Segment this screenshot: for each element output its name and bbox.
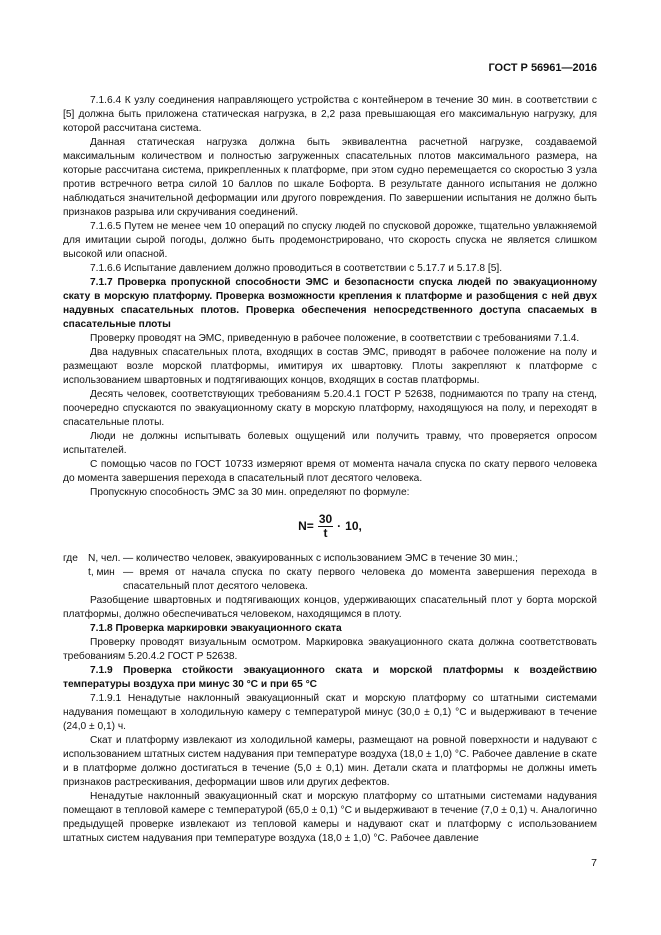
paragraph: 7.1.6.4 К узлу соединения направляющего устройства с контейнером в течение 30 мин. в соответствии с [5] должна быть приложена статическая нагрузка, в 2,2 раза превышающая его максимальную нагрузку, для которой рассчитана система. (63, 95, 597, 134)
definition-text: — время от начала спуска по скату первого человека до момента завершения перехода в спасательный плот десятого человека. (123, 567, 597, 592)
definition-row (63, 552, 597, 566)
definition-row (63, 566, 597, 594)
paragraph: 7.1.6.6 Испытание давлением должно проводиться в соответствии с 5.17.7 и 5.17.8 [5]. (90, 263, 503, 274)
paragraph: С помощью часов по ГОСТ 10733 измеряют время от момента начала спуска по скату первого человека до момента завершения перехода в спасательный плот десятого человека. (63, 459, 597, 484)
formula-equals: = (306, 519, 314, 533)
section-heading: 7.1.9 Проверка стойкости эвакуационного ската и морской платформы к воздействию температуры воздуха при минус 30 °С и при 65 °С (63, 665, 597, 690)
page-number: 7 (591, 857, 597, 869)
formula-denominator: t (323, 525, 328, 540)
definition-where (63, 566, 88, 594)
formula-factor: 10 (345, 519, 359, 533)
section-heading: 7.1.8 Проверка маркировки эвакуационного ската (90, 623, 342, 634)
paragraph: Два надувных спасательных плота, входящих в состав ЭМС, приводят в рабочее положение на полу и размещают возле морской платформы, имитируя их швартовку. Плоты закрепляют к платформе с использованием швартовных и подтягивающих концов, входящих в состав платформы. (63, 347, 597, 386)
paragraph: Проверку проводят на ЭМС, приведенную в рабочее положение, в соответствии с требованиями 7.1.4. (90, 333, 580, 344)
paragraphs-after-formula (63, 594, 597, 846)
paragraph: Ненадутые наклонный эвакуационный скат и морскую платформу со штатными системами надувания помещают в тепловой камере с температурой (65,0 ± 0,1) °С и выдерживают в течение (7,0 ± 0,1) ч. Аналогично предыдущей проверке извлекают из тепловой камеры и надувают скат и платформу с использованием штатных систем надувания при температуре воздуха (18,0 ± 1,0) °С. Рабочее давление (63, 791, 597, 844)
paragraph: Люди не должны испытывать болевых ощущений или получить травму, что проверяется опросом испытателей. (63, 431, 597, 456)
paragraph: Разобщение швартовных и подтягивающих концов, удерживающих спасательный плот у борта морской платформы, должно обеспечиваться человеком, находящимся в плоту. (63, 595, 597, 620)
paragraph: 7.1.6.5 Путем не менее чем 10 операций по спуску людей по спусковой дорожке, тщательно увлажняемой для имитации сырой погоды, должно быть продемонстрировано, что скорость спуска не является слишком высокой или опасной. (63, 221, 597, 260)
formula-numerator: 30 (318, 511, 333, 526)
paragraph: Десять человек, соответствующих требованиям 5.20.4.1 ГОСТ Р 52638, поднимаются по трапу на стенд, поочередно спускаются по эвакуационному скату в морскую платформу, находящуюся на полу, и переходят в спасательные плоты. (63, 389, 597, 428)
paragraph: Проверку проводят визуальным осмотром. Маркировка эвакуационного ската должна соответствовать требованиям 5.20.4.2 ГОСТ Р 52638. (63, 637, 597, 662)
formula-fraction (318, 513, 333, 540)
definition-symbol: N, чел. (88, 553, 121, 564)
paragraph: 7.1.9.1 Ненадутые наклонный эвакуационный скат и морскую платформу со штатными системами надувания помещают в холодильную камеру с температурой минус (30,0 ± 0,1) °С и выдерживают в течение (24,0 ± 0,1) ч. (63, 693, 597, 732)
paragraphs-before-formula (63, 94, 597, 500)
paragraph: Пропускную способность ЭМС за 30 мин. определяют по формуле: (90, 487, 410, 498)
definition-text: — количество человек, эвакуированных с использованием ЭМС в течение 30 мин.; (123, 553, 518, 564)
formula-end: , (358, 519, 362, 533)
paragraph: Скат и платформу извлекают из холодильной камеры, размещают на ровной поверхности и надувают с использованием штатных систем надувания при температуре воздуха (18,0 ± 1,0) °С. Рабочее давление в скате и в платформе должно достигаться в течение (5,0 ± 0,1) мин. Детали ската и платформы не должны иметь признаков растрескивания, деформации швов или других дефектов. (63, 735, 597, 788)
formula-operator: · (337, 519, 342, 533)
paragraph: Данная статическая нагрузка должна быть эквивалентна расчетной нагрузке, создаваемой максимальным количеством и полностью загруженных спасательных плотов максимального размера, на которые рассчитана система, прикрепленных к платформе, при этом судно перемещается со скоростью 3 узла против встречного ветра силой 10 баллов по шкале Бофорта. В результате данного испытания не должно наблюдаться значительной деформации или другого повреждения. По завершении испытания не должно быть признаков разрыва или скручивания соединений. (63, 137, 597, 218)
formula (63, 504, 597, 548)
formula-lhs: N (298, 519, 307, 533)
definition-where: где (63, 553, 78, 564)
document-header: ГОСТ Р 56961—2016 (488, 62, 597, 74)
document-body (63, 94, 597, 846)
formula-definitions (63, 552, 597, 594)
definition-symbol: t, мин (88, 567, 115, 578)
section-heading: 7.1.7 Проверка пропускной способности ЭМС и безопасности спуска людей по эвакуационному скату в морскую платформу. Проверка возможности крепления к платформе и разобщения с ней двух надувных спасательных плотов. Проверка обеспечения непосредственного доступа спасаемых в спасательные плоты (63, 277, 597, 330)
